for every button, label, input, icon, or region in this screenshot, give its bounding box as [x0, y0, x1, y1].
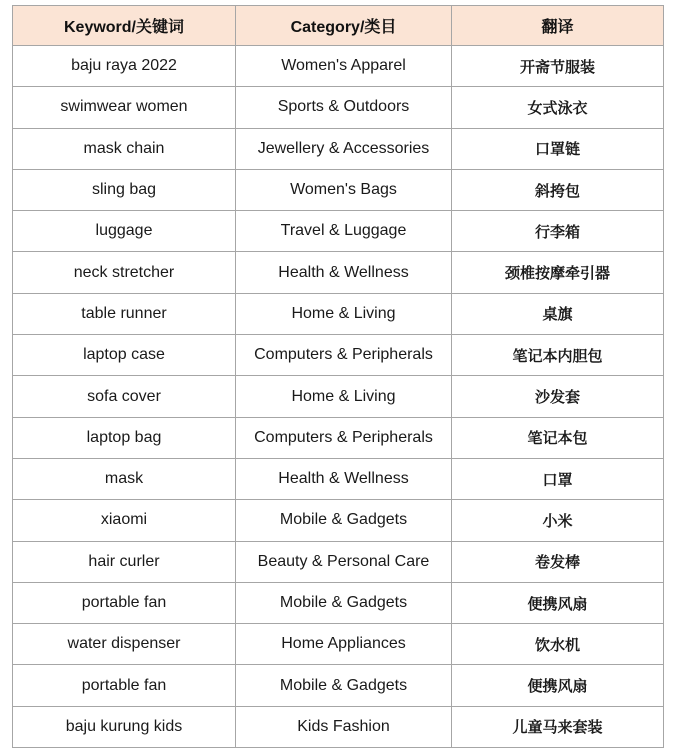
translation-cell: 饮水机 [452, 624, 664, 665]
category-cell: Mobile & Gadgets [236, 665, 452, 706]
keyword-cell: swimwear women [13, 87, 236, 128]
category-cell: Home Appliances [236, 624, 452, 665]
category-cell: Beauty & Personal Care [236, 541, 452, 582]
category-cell: Computers & Peripherals [236, 335, 452, 376]
keyword-cell: water dispenser [13, 624, 236, 665]
table-row [13, 582, 664, 623]
keyword-cell: table runner [13, 293, 236, 334]
table-row [13, 376, 664, 417]
category-cell: Jewellery & Accessories [236, 128, 452, 169]
keyword-cell: mask [13, 458, 236, 499]
table-row [13, 458, 664, 499]
translation-cell: 便携风扇 [452, 665, 664, 706]
category-cell: Travel & Luggage [236, 211, 452, 252]
table-row [13, 252, 664, 293]
table-row [13, 211, 664, 252]
header-row [13, 6, 664, 46]
keyword-table [12, 5, 664, 748]
translation-cell: 口罩 [452, 458, 664, 499]
keyword-cell: mask chain [13, 128, 236, 169]
translation-cell: 行李箱 [452, 211, 664, 252]
translation-cell: 儿童马来套装 [452, 706, 664, 747]
translation-cell: 沙发套 [452, 376, 664, 417]
category-cell: Kids Fashion [236, 706, 452, 747]
keyword-cell: baju raya 2022 [13, 46, 236, 87]
category-cell: Health & Wellness [236, 458, 452, 499]
category-cell: Sports & Outdoors [236, 87, 452, 128]
translation-cell: 笔记本内胆包 [452, 335, 664, 376]
category-cell: Women's Bags [236, 169, 452, 210]
category-cell: Home & Living [236, 376, 452, 417]
table-body [13, 46, 664, 748]
keyword-cell: laptop case [13, 335, 236, 376]
table-row [13, 706, 664, 747]
translation-cell: 颈椎按摩牵引器 [452, 252, 664, 293]
keyword-cell: hair curler [13, 541, 236, 582]
table-row [13, 87, 664, 128]
translation-cell: 桌旗 [452, 293, 664, 334]
translation-cell: 小米 [452, 500, 664, 541]
table-row [13, 541, 664, 582]
table-row [13, 293, 664, 334]
translation-cell: 笔记本包 [452, 417, 664, 458]
category-cell: Home & Living [236, 293, 452, 334]
table-row [13, 624, 664, 665]
table-row [13, 665, 664, 706]
keyword-cell: laptop bag [13, 417, 236, 458]
table-row [13, 417, 664, 458]
table-row [13, 500, 664, 541]
table-row [13, 335, 664, 376]
category-cell: Mobile & Gadgets [236, 582, 452, 623]
keyword-cell: luggage [13, 211, 236, 252]
translation-cell: 卷发棒 [452, 541, 664, 582]
translation-cell: 口罩链 [452, 128, 664, 169]
keyword-cell: portable fan [13, 582, 236, 623]
category-cell: Mobile & Gadgets [236, 500, 452, 541]
table-row [13, 46, 664, 87]
category-cell: Health & Wellness [236, 252, 452, 293]
category-cell: Women's Apparel [236, 46, 452, 87]
translation-cell: 女式泳衣 [452, 87, 664, 128]
keyword-column-header: Keyword/关键词 [13, 6, 236, 46]
translation-cell: 斜挎包 [452, 169, 664, 210]
category-column-header: Category/类目 [236, 6, 452, 46]
table-row [13, 128, 664, 169]
category-cell: Computers & Peripherals [236, 417, 452, 458]
table-row [13, 169, 664, 210]
keyword-cell: neck stretcher [13, 252, 236, 293]
keyword-cell: sling bag [13, 169, 236, 210]
translation-cell: 便携风扇 [452, 582, 664, 623]
translation-column-header: 翻译 [452, 6, 664, 46]
keyword-cell: sofa cover [13, 376, 236, 417]
keyword-cell: portable fan [13, 665, 236, 706]
translation-cell: 开斋节服装 [452, 46, 664, 87]
keyword-cell: xiaomi [13, 500, 236, 541]
keyword-cell: baju kurung kids [13, 706, 236, 747]
